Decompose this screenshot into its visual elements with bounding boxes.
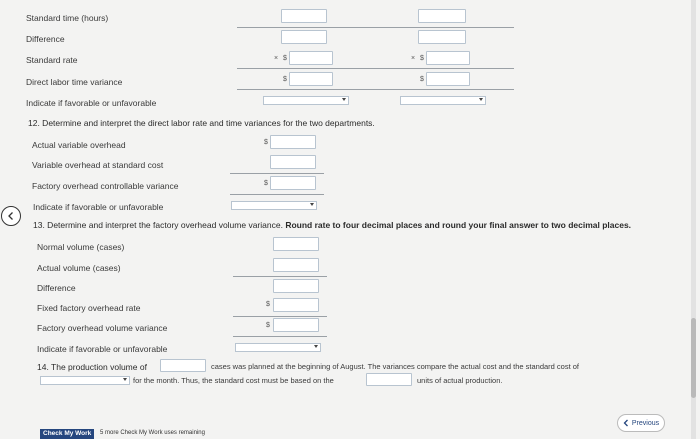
normal-volume-label: Normal volume (cases): [37, 242, 125, 252]
fixed-overhead-rate-input[interactable]: [273, 298, 319, 312]
question-13: [33, 220, 631, 230]
favorable-label: Indicate if favorable or unfavorable: [33, 202, 164, 212]
direct-labor-time-variance-input-2[interactable]: [426, 72, 470, 86]
times-symbol: ×: [274, 55, 279, 62]
question-13-instruction: Round rate to four decimal places and round your final answer to two decimal places.: [285, 220, 632, 230]
previous-label: Previous: [631, 419, 660, 427]
standard-time-input-2[interactable]: [418, 9, 466, 23]
divider: [377, 68, 514, 69]
standard-time-label: Standard time (hours): [26, 13, 109, 23]
favorable-label: Indicate if favorable or unfavorable: [26, 98, 157, 108]
divider: [233, 316, 327, 317]
favorable-dropdown-1[interactable]: [263, 96, 349, 105]
direct-labor-time-variance-label: Direct labor time variance: [26, 77, 123, 87]
chevron-left-icon: [6, 211, 16, 221]
volume-variance-label: Factory overhead volume variance: [37, 323, 168, 333]
standard-rate-input-2[interactable]: [426, 51, 470, 65]
divider: [237, 89, 377, 90]
question-14-part3: for the month. Thus, the standard cost must be based on the: [133, 376, 334, 385]
production-volume-input[interactable]: [160, 359, 206, 372]
actual-variable-overhead-label: Actual variable overhead: [32, 140, 126, 150]
normal-volume-input[interactable]: [273, 237, 319, 251]
volume-variance-input[interactable]: [273, 318, 319, 332]
dollar-symbol: $: [283, 76, 287, 83]
actual-variable-overhead-input[interactable]: [270, 135, 316, 149]
caret-down-icon: [479, 98, 483, 101]
dollar-symbol: $: [264, 180, 268, 187]
remaining-uses-text: 5 more Check My Work uses remaining: [100, 430, 205, 436]
times-symbol: ×: [411, 55, 416, 62]
divider: [233, 276, 327, 277]
variable-overhead-standard-input[interactable]: [270, 155, 316, 169]
dollar-symbol: $: [420, 76, 424, 83]
standard-rate-label: Standard rate: [26, 55, 78, 65]
divider: [377, 89, 514, 90]
dollar-symbol: $: [420, 55, 424, 62]
previous-button[interactable]: [617, 414, 665, 432]
divider: [237, 68, 377, 69]
dollar-symbol: $: [266, 301, 270, 308]
question-13-text: 13. Determine and interpret the factory overhead volume variance.: [33, 220, 286, 230]
difference-label: Difference: [37, 283, 76, 293]
controllable-variance-input[interactable]: [270, 176, 316, 190]
actual-volume-input[interactable]: [273, 258, 319, 272]
divider: [377, 27, 514, 28]
difference-input-2[interactable]: [418, 30, 466, 44]
question-14-part2: cases was planned at the beginning of August. The variances compare the actual cost and the standard cost of: [211, 362, 580, 371]
caret-down-icon: [123, 378, 127, 381]
variable-overhead-standard-label: Variable overhead at standard cost: [32, 160, 164, 170]
volume-favorable-dropdown[interactable]: [235, 343, 321, 352]
question-14-part4: units of actual production.: [417, 376, 503, 385]
dollar-symbol: $: [264, 139, 268, 146]
actual-production-input[interactable]: [366, 373, 412, 386]
fixed-overhead-rate-label: Fixed factory overhead rate: [37, 303, 141, 313]
standard-rate-input-1[interactable]: [289, 51, 333, 65]
divider: [233, 336, 327, 337]
scrollbar-thumb[interactable]: [691, 318, 696, 398]
difference-input-1[interactable]: [281, 30, 327, 44]
actual-volume-label: Actual volume (cases): [37, 263, 121, 273]
caret-down-icon: [342, 98, 346, 101]
question-12: 12. Determine and interpret the direct labor rate and time variances for the two departments.: [28, 118, 375, 128]
chevron-left-icon: [623, 419, 629, 427]
controllable-variance-label: Factory overhead controllable variance: [32, 181, 179, 191]
left-nav-button[interactable]: [1, 206, 21, 226]
divider: [230, 173, 324, 174]
favorable-dropdown-2[interactable]: [400, 96, 486, 105]
divider: [230, 194, 324, 195]
caret-down-icon: [314, 345, 318, 348]
cost-basis-dropdown[interactable]: [40, 376, 130, 385]
dollar-symbol: $: [266, 322, 270, 329]
difference-label: Difference: [26, 34, 65, 44]
caret-down-icon: [310, 203, 314, 206]
favorable-label: Indicate if favorable or unfavorable: [37, 344, 168, 354]
dollar-symbol: $: [283, 55, 287, 62]
controllable-favorable-dropdown[interactable]: [231, 201, 317, 210]
standard-time-input-1[interactable]: [281, 9, 327, 23]
check-my-work-button[interactable]: Check My Work: [40, 429, 94, 439]
question-14-part1: 14. The production volume of: [37, 362, 147, 372]
volume-difference-input[interactable]: [273, 279, 319, 293]
direct-labor-time-variance-input-1[interactable]: [289, 72, 333, 86]
divider: [237, 27, 377, 28]
